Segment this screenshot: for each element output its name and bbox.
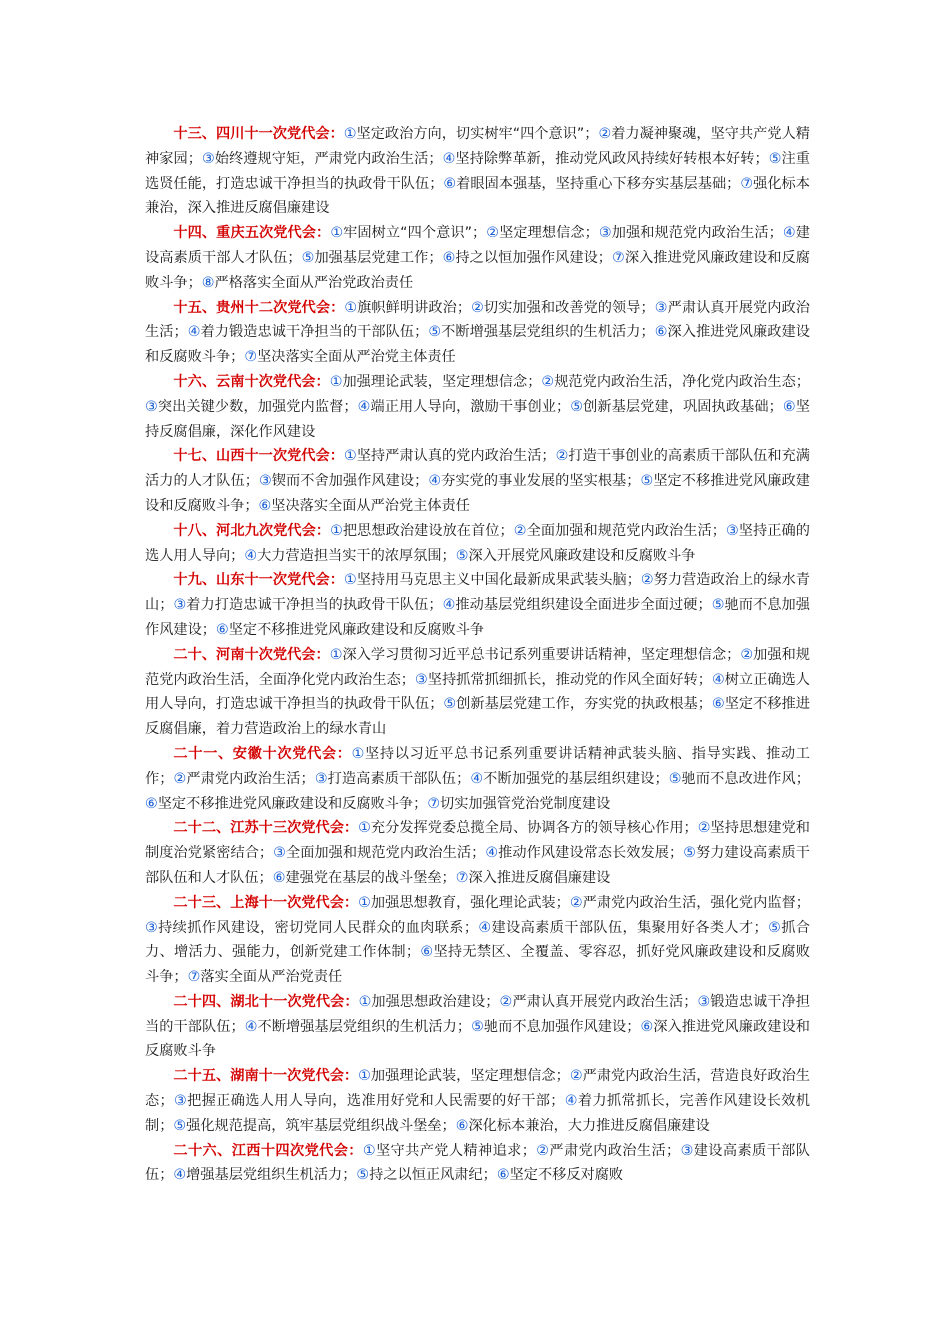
item-text: 建强党在基层的战斗堡垒； [285,869,456,886]
section-heading: 十三、四川十一次党代会： [173,126,344,142]
item-text: 推动作风建设常态长效发展； [498,845,684,862]
item-text: 加强和规范党内政治生活； [611,225,783,242]
item-number-badge: ① [343,572,357,589]
section-paragraph [145,643,810,742]
item-number-badge: ③ [414,671,428,688]
item-text: 严肃认真开展党内政治生活； [145,299,810,341]
item-text: 注重选贤任能，打造忠诚干净担当的执政骨干队伍； [145,150,810,192]
item-number-badge: ③ [173,1093,188,1110]
item-number-badge: ⑤ [173,1117,187,1134]
item-text: 坚定政治方向，切实树牢“四个意识”； [356,126,599,142]
item-number-badge: ③ [725,522,739,539]
item-number-badge: ⑥ [145,795,158,812]
item-text: 严肃党内政治生活，强化党内监督； [582,894,810,911]
section-heading: 十五、贵州十二次党代会： [173,299,345,316]
item-text: 加强思想政治建设； [371,993,500,1010]
item-number-badge: ④ [782,225,796,242]
item-number-badge: ③ [145,919,159,936]
item-text: 加强理论武装，坚定理想信念； [370,1068,570,1085]
item-text: 严肃党内政治生活； [549,1142,681,1159]
item-number-badge: ⑦ [187,969,201,986]
item-number-badge: ③ [173,597,187,614]
item-text: 加强和规范党内政治生活，全面净化党内政治生态； [145,646,810,688]
item-text: 加强理论武装，坚定理想信念； [342,373,542,390]
item-text: 建设高素质干部队伍； [145,1142,810,1184]
section-heading: 二十六、江西十四次党代会： [173,1142,363,1159]
section-heading: 十七、山西十一次党代会： [173,448,344,465]
item-number-badge: ⑤ [683,845,697,862]
item-text: 强化标本兼治，深入推进反腐倡廉建设 [145,175,810,217]
item-text: 增强基层党组织生机活力； [186,1167,357,1184]
item-text: 树立正确选人用人导向，打造忠诚干净担当的执政骨干队伍； [145,671,810,713]
item-text: 把思想政治建设放在首位； [342,522,514,539]
item-number-badge: ② [697,820,711,837]
item-number-badge: ① [351,745,366,762]
item-text: 着力锻造忠诚干净担当的干部队伍； [200,324,429,341]
item-text: 坚决落实全面从严治党主体责任 [257,349,456,366]
item-text: 深入推进党风廉政建设和反腐败斗争 [145,1018,810,1060]
section-paragraph [145,990,810,1064]
section-paragraph [145,221,810,295]
item-number-badge: ② [740,646,754,663]
item-text: 坚持严肃认真的党内政治生活； [356,448,556,465]
item-number-badge: ⑤ [428,324,442,341]
item-text: 严肃党内政治生活，营造良好政治生态； [145,1068,810,1110]
item-text: 严格落实全面从严治党政治责任 [214,274,414,291]
item-number-badge: ① [343,126,357,142]
item-text: 创新基层党建，巩固执政基础； [583,398,783,415]
item-number-badge: ⑤ [640,473,654,490]
item-text: 坚定不移推进反腐倡廉，着力营造政治上的绿水青山 [145,696,810,738]
item-number-badge: ② [569,894,583,911]
section-heading: 十八、河北九次党代会： [173,522,331,539]
item-number-badge: ③ [145,398,158,415]
section-heading: 二十五、湖南十一次党代会： [173,1068,359,1085]
section-paragraph [145,891,810,990]
item-number-badge: ③ [258,473,272,490]
section-paragraph [145,1139,810,1189]
item-number-badge: ⑥ [496,1167,510,1184]
item-number-badge: ⑤ [570,398,584,415]
item-number-badge: ② [535,1142,550,1159]
section-paragraph [145,444,810,518]
item-number-badge: ⑤ [455,547,469,564]
item-text: 全面加强和规范党内政治生活； [526,522,726,539]
item-number-badge: ④ [711,671,725,688]
item-number-badge: ③ [598,225,612,242]
item-number-badge: ③ [201,150,215,167]
item-text: 加强思想教育，强化理论武装； [370,894,570,911]
item-number-badge: ⑥ [443,175,457,192]
item-text: 着力打造忠诚干净担当的执政骨干队伍； [186,597,443,614]
item-text: 努力建设高素质干部队伍和人才队伍； [145,845,810,886]
section-paragraph [145,296,810,370]
item-number-badge: ③ [680,1142,694,1159]
item-number-badge: ④ [442,597,456,614]
item-text: 深入开展党风廉政建设和反腐败斗争 [468,547,696,564]
section-heading: 二十二、江苏十三次党代会： [173,820,359,837]
item-number-badge: ⑥ [654,324,668,341]
item-text: 着眼固本强基，坚持重心下移夯实基层基础； [456,175,741,192]
item-text: 坚持抓常抓细抓长，推动党的作风全面好转； [427,671,712,688]
item-number-badge: ① [358,820,371,837]
item-text: 锻造忠诚干净担当的干部队伍； [145,993,810,1035]
item-number-badge: ① [362,1142,376,1159]
item-text: 坚持以习近平总书记系列重要讲话精神武装头脑、指导实践、推动工作； [145,745,810,787]
item-text: 坚定不移推进党风廉政建设和反腐败斗争； [145,473,810,514]
item-number-badge: ⑤ [301,249,315,266]
item-text: 不断增强基层党组织的生机活力； [257,1018,472,1035]
item-number-badge: ④ [442,150,456,167]
item-number-badge: ② [541,373,555,390]
item-text: 锲而不舍加强作风建设； [271,473,429,490]
item-text: 深化标本兼治，大力推进反腐倡廉建设 [468,1117,710,1134]
section-paragraph [145,519,810,569]
item-text: 加强基层党建工作； [314,249,443,266]
item-text: 深入推进党风廉政建设和反腐败斗争； [145,249,810,291]
item-number-badge: ① [330,225,344,242]
item-number-badge: ③ [314,770,328,787]
item-number-badge: ④ [244,547,258,564]
item-text: 打造高素质干部队伍； [327,770,471,787]
item-text: 创新基层党建工作，夯实党的执政根基； [456,696,712,713]
item-number-badge: ⑥ [258,497,272,514]
item-text: 深入推进反腐倡廉建设 [468,869,611,886]
item-text: 强化规范提高，筑牢基层党组织战斗堡垒； [186,1117,456,1134]
item-number-badge: ② [569,1068,583,1085]
item-number-badge: ⑦ [244,349,258,366]
section-heading: 二十、河南十次党代会： [173,646,330,663]
item-number-badge: ① [329,646,343,663]
item-text: 突出关键少数，加强党内监督； [157,398,358,415]
item-number-badge: ② [499,993,513,1010]
section-heading: 十六、云南十次党代会： [173,373,330,390]
item-number-badge: ① [344,299,358,316]
item-text: 努力营造政治上的绿水青山； [145,572,810,614]
item-number-badge: ② [471,299,484,316]
item-number-badge: ⑥ [782,398,796,415]
item-text: 坚持思想建党和制度治党紧密结合； [145,820,810,862]
item-text: 全面加强和规范党内政治生活； [285,845,486,862]
item-text: 深入学习贯彻习近平总书记系列重要讲话精神，坚定理想信念； [342,646,741,663]
item-number-badge: ⑥ [420,944,434,961]
item-text: 严肃认真开展党内政治生活； [512,993,698,1010]
item-number-badge: ④ [173,1167,187,1184]
document-body [145,122,810,1188]
item-number-badge: ⑥ [455,1117,469,1134]
item-number-badge: ③ [697,993,711,1010]
item-text: 旗帜鲜明讲政治； [357,299,472,316]
item-number-badge: ① [329,373,343,390]
item-number-badge: ⑦ [612,249,625,266]
item-number-badge: ⑥ [442,249,456,266]
item-number-badge: ① [343,448,357,465]
item-number-badge: ⑥ [711,696,725,713]
item-number-badge: ⑤ [356,1167,370,1184]
item-number-badge: ④ [428,473,442,490]
item-number-badge: ④ [244,1018,258,1035]
item-number-badge: ⑤ [768,150,782,167]
item-number-badge: ② [513,522,527,539]
item-text: 坚决落实全面从严治党主体责任 [271,497,470,514]
item-text: 坚定理想信念； [499,225,599,242]
item-text: 坚守共产党人精神追求； [375,1142,536,1159]
item-text: 充分发挥党委总揽全局、协调各方的领导核心作用； [370,820,698,837]
item-text: 严肃党内政治生活； [186,770,315,787]
section-paragraph [145,816,810,890]
item-text: 持续抓作风建设，密切党同人民群众的血肉联系； [158,919,479,936]
item-number-badge: ⑤ [668,770,682,787]
item-text: 驰而不息加强作风建设； [145,597,810,638]
item-text: 切实加强和改善党的领导； [483,299,655,316]
item-text: 大力营造担当实干的浓厚氛围； [257,547,456,564]
item-text: 不断增强基层党组织的生机活力； [441,324,655,341]
item-text: 牢固树立“四个意识”； [343,225,487,242]
item-text: 规范党内政治生活，净化党内政治生态； [554,373,810,390]
item-number-badge: ③ [273,845,286,862]
item-text: 坚定不移推进党风廉政建设和反腐败斗争； [157,795,428,812]
item-text: 着力抓常抓长，完善作风建设长效机制； [145,1093,810,1134]
item-number-badge: ⑦ [455,869,469,886]
item-text: 驰而不息改进作风； [681,770,810,787]
item-number-badge: ① [358,993,372,1010]
item-number-badge: ④ [470,770,484,787]
section-paragraph [145,370,810,444]
item-text: 端正用人导向，激励干事创业； [370,398,571,415]
item-number-badge: ① [358,1068,371,1085]
item-text: 推动基层党组织建设全面进步全面过硬； [455,597,712,614]
item-number-badge: ① [358,894,371,911]
item-number-badge: ⑥ [215,621,229,638]
item-text: 夯实党的事业发展的坚实根基； [441,473,641,490]
item-number-badge: ② [598,126,612,142]
item-number-badge: ⑦ [740,175,754,192]
item-text: 持之以恒加强作风建设； [455,249,612,266]
item-number-badge: ② [640,572,654,589]
item-text: 建设高素质干部队伍，集聚用好各类人才； [491,919,768,936]
section-paragraph [145,568,810,642]
item-text: 打造干事创业的高素质干部队伍和充满活力的人才队伍； [145,448,810,490]
item-text: 切实加强管党治党制度建设 [440,795,611,812]
item-text: 始终遵规守矩，严肃党内政治生活； [214,150,443,167]
item-number-badge: ② [173,770,187,787]
section-paragraph [145,742,810,816]
item-number-badge: ⑤ [767,919,782,936]
item-number-badge: ⑧ [201,274,215,291]
item-text: 驰而不息加强作风建设； [483,1018,641,1035]
section-heading: 十九、山东十一次党代会： [173,572,344,589]
item-number-badge: ④ [564,1093,578,1110]
item-text: 坚定不移推进党风廉政建设和反腐败斗争 [228,621,485,638]
section-heading: 十四、重庆五次党代会： [173,225,331,242]
item-number-badge: ① [330,522,343,539]
item-text: 落实全面从严治党责任 [200,969,343,986]
item-text: 坚持正确的选人用人导向； [145,522,810,564]
item-number-badge: ⑤ [443,696,457,713]
item-number-badge: ⑤ [711,597,725,614]
item-text: 坚持除弊革新，推动党风政风持续好转根本好转； [455,150,769,167]
item-text: 坚持无禁区、全覆盖、零容忍，抓好党风廉政建设和反腐败斗争； [145,944,810,986]
item-text: 持之以恒正风肃纪； [369,1167,497,1184]
section-heading: 二十一、安徽十次党代会： [173,745,352,762]
item-number-badge: ④ [187,324,201,341]
item-number-badge: ④ [357,398,371,415]
section-heading: 二十四、湖北十一次党代会： [173,993,359,1010]
item-number-badge: ⑦ [427,795,441,812]
item-text: 着力凝神聚魂，坚守共产党人精神家园； [145,126,810,167]
item-text: 不断加强党的基层组织建设； [483,770,669,787]
item-text: 建设高素质干部人才队伍； [145,225,810,266]
item-number-badge: ⑥ [640,1018,654,1035]
item-number-badge: ④ [485,845,499,862]
item-number-badge: ⑤ [471,1018,484,1035]
item-number-badge: ④ [478,919,492,936]
section-heading: 二十三、上海十一次党代会： [173,894,359,911]
item-text: 抓合力、增活力、强能力，创新党建工作体制； [145,919,810,961]
item-text: 深入推进党风廉政建设和反腐败斗争； [145,324,810,366]
item-number-badge: ③ [654,299,668,316]
item-number-badge: ⑥ [272,869,286,886]
item-text: 把握正确选人用人导向，选准用好党和人民需要的好干部； [187,1093,565,1110]
item-number-badge: ② [555,448,569,465]
section-paragraph [145,1064,810,1138]
section-paragraph [145,122,810,221]
item-text: 坚持反腐倡廉，深化作风建设 [145,398,810,440]
item-text: 坚定不移反对腐败 [509,1167,624,1184]
item-text: 坚持用马克思主义中国化最新成果武装头脑； [356,572,641,589]
item-number-badge: ② [486,225,500,242]
